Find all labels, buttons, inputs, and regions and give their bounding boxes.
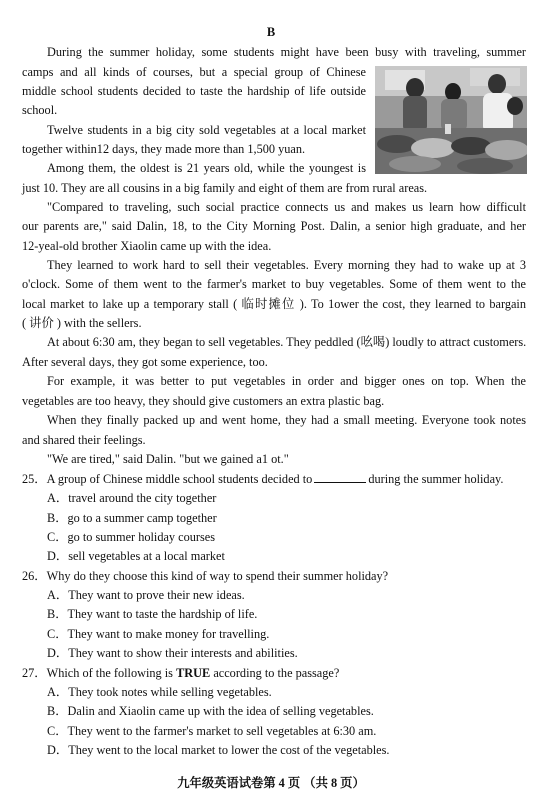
question-stem-emphasis: TRUE	[176, 666, 211, 680]
option-letter: C．	[47, 724, 68, 738]
question-stem-end: according to the passage?	[213, 666, 340, 680]
option-text: They went to the farmer's market to sell vegetables at 6:30 am.	[67, 724, 377, 738]
option-text: They want to make money for travelling.	[67, 627, 270, 641]
option-letter: B．	[47, 511, 68, 525]
option-27-c[interactable]	[47, 723, 376, 739]
question-25	[22, 471, 503, 487]
option-text: go to a summer camp together	[67, 511, 217, 525]
option-letter: A．	[47, 491, 69, 505]
passage-line: "Compared to traveling, such social practice connects us and makes us learn how difficult	[47, 200, 526, 214]
passage-line: vegetables are too heavy, they should give customers an extra plastic bag.	[22, 394, 385, 408]
option-26-a[interactable]	[47, 587, 245, 603]
answer-blank[interactable]	[314, 471, 366, 483]
page-footer: 九年级英语试卷第 4 页 （共 8 页）	[177, 776, 365, 790]
option-text: travel around the city together	[68, 491, 217, 505]
passage-line: They learned to work hard to sell their vegetables. Every morning they had to wake up at 3	[47, 258, 526, 272]
option-26-c[interactable]	[47, 626, 269, 642]
option-letter: B．	[47, 704, 68, 718]
question-stem: A group of Chinese middle school students decided to	[46, 472, 313, 486]
option-text: They want to prove their new ideas.	[68, 588, 245, 602]
passage-line: school.	[22, 103, 58, 117]
option-letter: A．	[47, 588, 69, 602]
section-title: B	[266, 25, 276, 39]
passage-line: For example, it was better to put vegetables in order and bigger ones on top. When the	[47, 374, 526, 388]
option-27-d[interactable]	[47, 742, 390, 758]
option-letter: A．	[47, 685, 69, 699]
passage-line: our parents are," said Dalin, 18, to the City Morning Post. Dalin, a senior high graduate, and her	[22, 219, 526, 233]
option-25-c[interactable]	[47, 529, 215, 545]
option-27-a[interactable]	[47, 684, 272, 700]
option-26-d[interactable]	[47, 645, 298, 661]
passage-line: local market to lake up a temporary stall ( 临时摊位 ). To 1ower the cost, they learned to bargain	[22, 297, 526, 311]
passage-line: o'clock. Some of them went to the farmer's market to buy vegetables. Some of them went to the	[22, 277, 526, 291]
question-number: 26．	[22, 569, 47, 583]
passage-line: When they finally packed up and went home, they had a small meeting. Everyone took notes	[47, 413, 526, 427]
question-stem: Why do they choose this kind of way to spend their summer holiday?	[46, 569, 389, 583]
market-photo	[375, 66, 527, 174]
option-text: Dalin and Xiaolin came up with the idea of selling vegetables.	[67, 704, 374, 718]
option-letter: B．	[47, 607, 68, 621]
option-text: They want to show their interests and abilities.	[68, 646, 298, 660]
question-26	[22, 568, 388, 584]
option-letter: D．	[47, 646, 69, 660]
option-25-b[interactable]	[47, 510, 217, 526]
option-text: They took notes while selling vegetables.	[68, 685, 272, 699]
option-25-a[interactable]	[47, 490, 216, 506]
question-number: 27．	[22, 666, 47, 680]
passage-line: After several days, they got some experience, too.	[22, 355, 268, 369]
passage-line: and shared their feelings.	[22, 433, 146, 447]
option-text: They went to the local market to lower the cost of the vegetables.	[68, 743, 390, 757]
option-text: They want to taste the hardship of life.	[67, 607, 258, 621]
passage-line: together within12 days, they made more than 1,500 yuan.	[22, 142, 306, 156]
passage-line: middle school students decided to taste the hardship of life outside	[22, 84, 366, 98]
question-stem: Which of the following is	[46, 666, 173, 680]
option-27-b[interactable]	[47, 703, 374, 719]
passage-line: At about 6:30 am, they began to sell vegetables. They peddled (吆喝) loudly to attract customers.	[47, 335, 527, 349]
option-text: sell vegetables at a local market	[68, 549, 225, 563]
passage-line: ( 讲价 ) with the sellers.	[22, 316, 142, 330]
question-number: 25．	[22, 472, 47, 486]
option-25-d[interactable]	[47, 548, 225, 564]
passage-line: Among them, the oldest is 21 years old, while the youngest is	[47, 161, 366, 175]
option-text: go to summer holiday courses	[67, 530, 216, 544]
passage-line: During the summer holiday, some students might have been busy with traveling, summer	[47, 45, 526, 59]
question-stem-end: during the summer holiday.	[368, 472, 504, 486]
passage-line: Twelve students in a big city sold vegetables at a local market	[47, 123, 366, 137]
passage-line: 12-yeal-old brother Xiaolin came up with the idea.	[22, 239, 272, 253]
option-letter: D．	[47, 549, 69, 563]
option-letter: C．	[47, 530, 68, 544]
question-27	[22, 665, 339, 681]
option-letter: C．	[47, 627, 68, 641]
option-letter: D．	[47, 743, 69, 757]
option-26-b[interactable]	[47, 606, 257, 622]
passage-line: camps and all kinds of courses, but a special group of Chinese	[22, 65, 366, 79]
passage-line: "We are tired," said Dalin. "but we gained a1 ot."	[47, 452, 289, 466]
passage-line: just 10. They are all cousins in a big family and eight of them are from rural areas.	[22, 181, 428, 195]
